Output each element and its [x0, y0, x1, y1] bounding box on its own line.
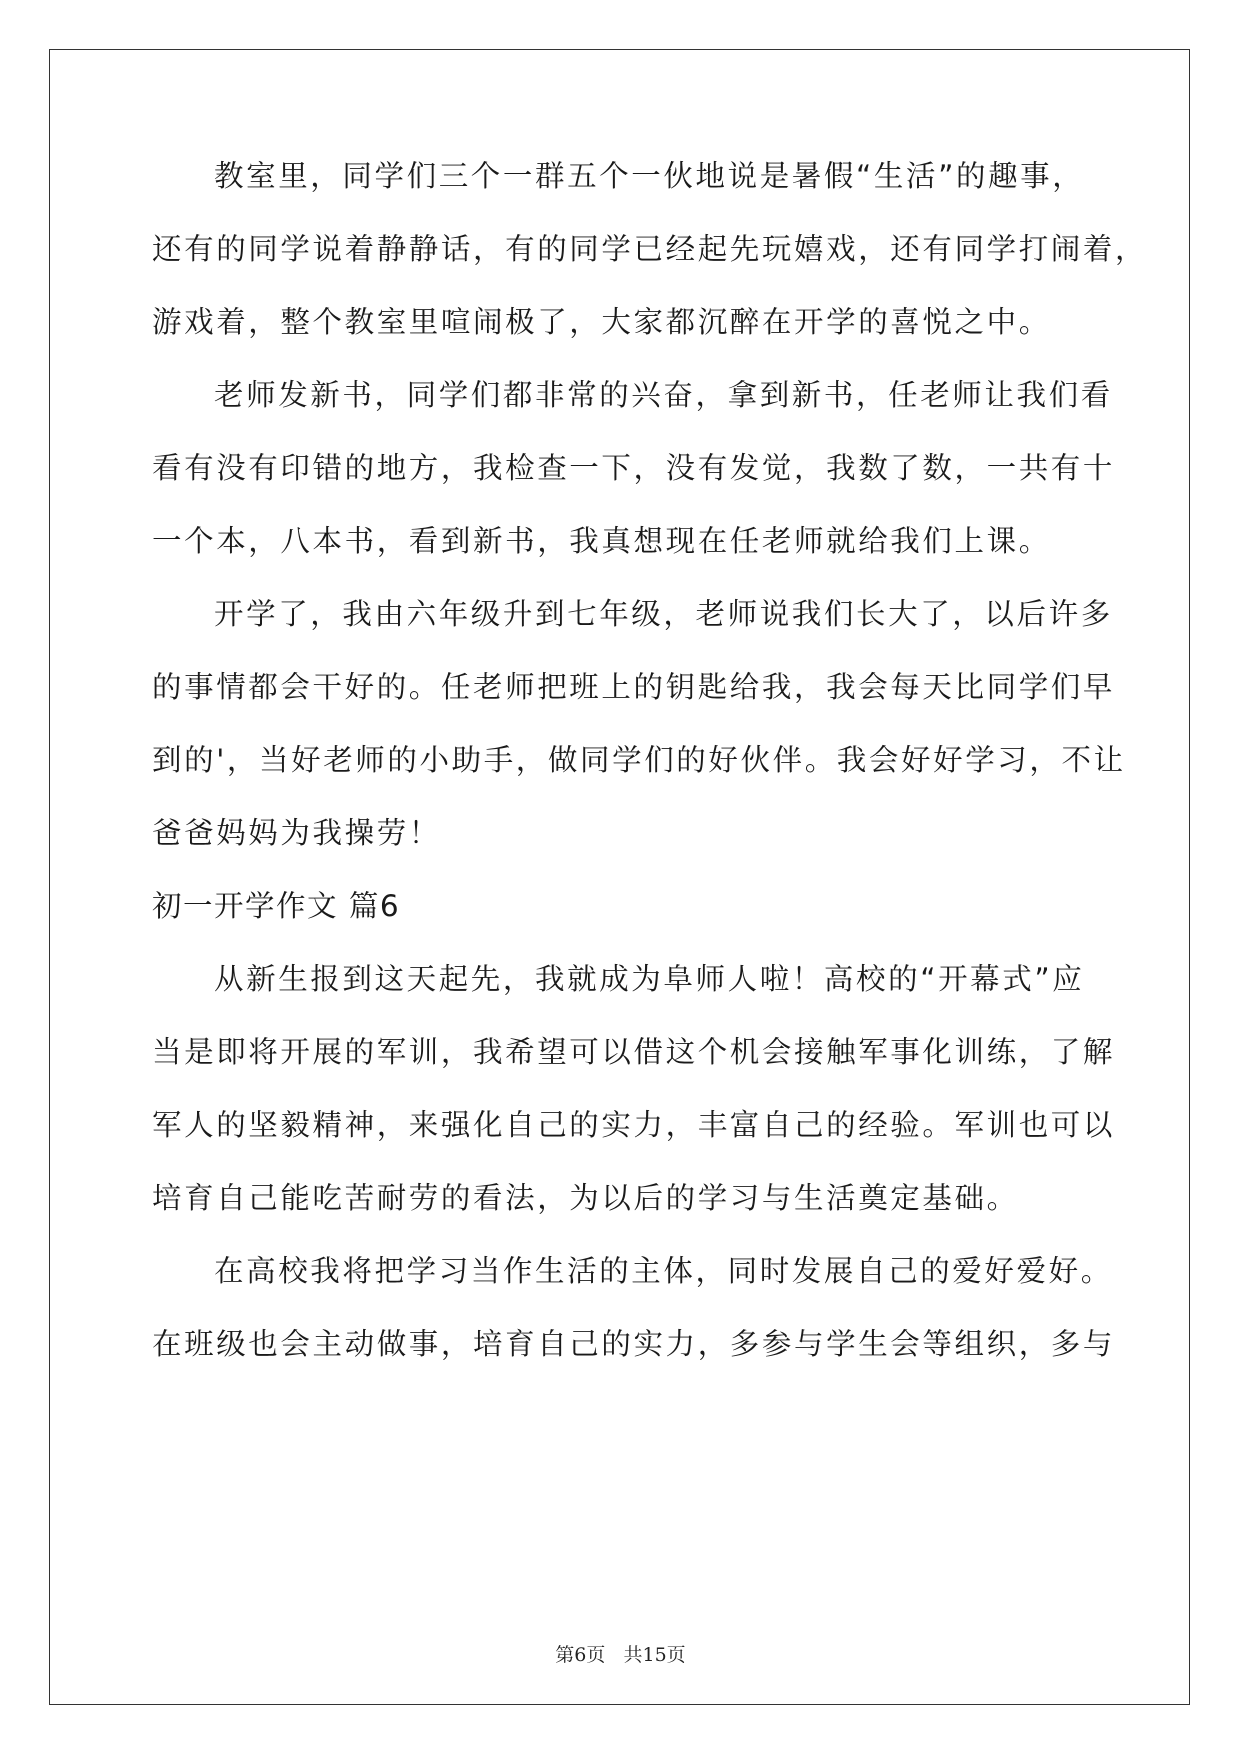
text-line: 游戏着，整个教室里喧闹极了，大家都沉醉在开学的喜悦之中。 — [152, 305, 1051, 339]
text-line: 开学了，我由六年级升到七年级，老师说我们长大了，以后许多 — [214, 597, 1113, 631]
text-line: 爸爸妈妈为我操劳！ — [152, 816, 441, 850]
text-line: 军人的坚毅精神，来强化自己的实力，丰富自己的经验。军训也可以 — [152, 1108, 1116, 1142]
text-line: 当是即将开展的军训，我希望可以借这个机会接触军事化训练，了解 — [152, 1035, 1116, 1069]
text-line: 在班级也会主动做事，培育自己的实力，多参与学生会等组织，多与 — [152, 1327, 1116, 1361]
text-line: 看有没有印错的地方，我检查一下，没有发觉，我数了数，一共有十 — [152, 451, 1116, 485]
text-line: 的事情都会干好的。任老师把班上的钥匙给我，我会每天比同学们早 — [152, 670, 1116, 704]
text-line: 培育自己能吃苦耐劳的看法，为以后的学习与生活奠定基础。 — [152, 1181, 1019, 1215]
text-line: 老师发新书，同学们都非常的兴奋，拿到新书，任老师让我们看 — [214, 378, 1113, 412]
page-border — [49, 49, 1190, 1705]
page-number-footer: 第6页 共15页 — [555, 1644, 686, 1666]
text-line: 一个本，八本书，看到新书，我真想现在任老师就给我们上课。 — [152, 524, 1051, 558]
text-line: 还有的同学说着静静话，有的同学已经起先玩嬉戏，还有同学打闹着， — [152, 232, 1148, 266]
section-heading: 初一开学作文 篇6 — [152, 889, 401, 923]
text-line: 到的'，当好老师的小助手，做同学们的好伙伴。我会好好学习，不让 — [152, 743, 1126, 777]
text-line: 教室里，同学们三个一群五个一伙地说是暑假“生活”的趣事， — [214, 159, 1085, 193]
text-line: 在高校我将把学习当作生活的主体，同时发展自己的爱好爱好。 — [214, 1254, 1113, 1288]
text-line: 从新生报到这天起先，我就成为阜师人啦！高校的“开幕式”应 — [214, 962, 1085, 996]
